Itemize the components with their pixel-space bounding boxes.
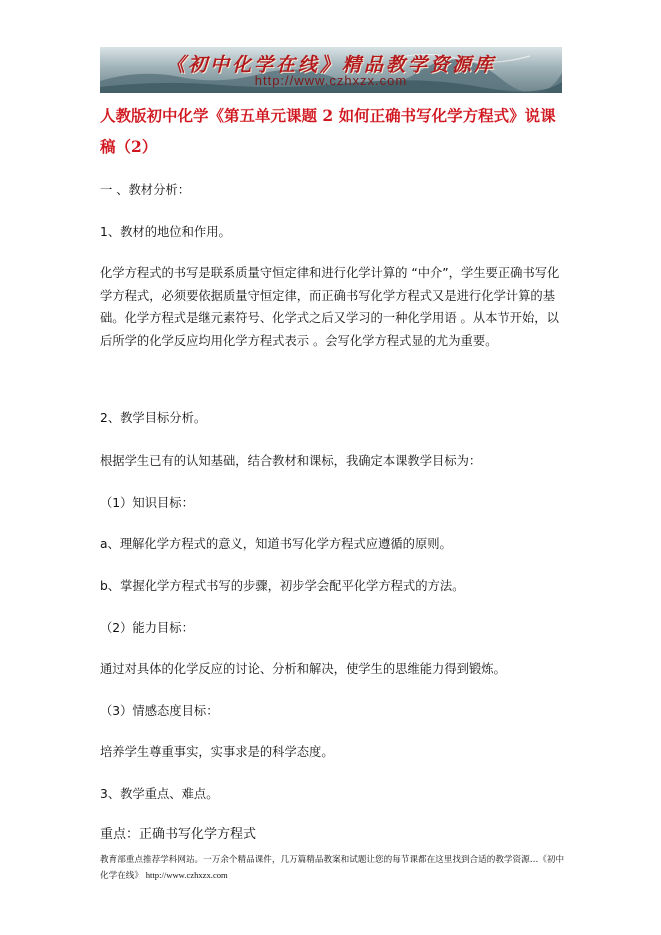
key-point-text: 重点：正确书写化学方程式	[100, 827, 257, 842]
subsection-heading-role: 1、教材的地位和作用。	[100, 225, 231, 239]
goal-heading-emotion: （3）情感态度目标：	[100, 704, 219, 718]
subsection-heading-goals: 2、教学目标分析。	[100, 411, 207, 425]
body-paragraph-goals-intro: 根据学生已有的认知基础，结合教材和课标，我确定本课教学目标为：	[100, 454, 482, 468]
header-banner	[100, 47, 562, 93]
subsection-heading-key-points: 3、教学重点、难点。	[100, 787, 219, 801]
goal-item-ability: 通过对具体的化学反应的讨论、分析和解决，使学生的思维能力得到锻炼。	[100, 662, 506, 676]
goal-item-emotion: 培养学生尊重事实，实事求是的科学态度。	[100, 745, 334, 759]
footer-text: 教育部重点推荐学科网站。一万余个精品课件，几万篇精品教案和试题让您的每节课都在这里找到合适的教学资源…《初中化学在线》	[100, 855, 565, 881]
goal-item-a: a、理解化学方程式的意义，知道书写化学方程式应遵循的原则。	[100, 537, 452, 551]
document-title: 人教版初中化学《第五单元课题 2 如何正确书写化学方程式》说课稿（2）	[100, 106, 556, 156]
body-paragraph-role: 化学方程式的书写是联系质量守恒定律和进行化学计算的 “中介”，学生要正确书写化学方程式，必须要依据质量守恒定律，而正确书写化学方程式又是进行化学计算的基础。化学方程式是继元素符号、化学式之后又学习的一种化学用语 。从本节开始，以后所学的化学反应均用化学方程式表示 。会写化学方程式显的尤为重要。	[100, 266, 560, 348]
page-footer	[100, 853, 570, 884]
footer-url[interactable]: http://www.czhxzx.com	[145, 870, 228, 880]
goal-item-b: b、掌握化学方程式书写的步骤，初步学会配平化学方程式的方法。	[100, 579, 465, 593]
section-heading-analysis: 一 、教材分析：	[100, 183, 190, 197]
goal-heading-knowledge: （1）知识目标：	[100, 496, 194, 510]
banner-title: 《初中化学在线》精品教学资源库	[165, 54, 496, 76]
banner-url[interactable]: http://www.czhxzx.com	[254, 73, 408, 88]
goal-heading-ability: （2）能力目标：	[100, 621, 194, 635]
